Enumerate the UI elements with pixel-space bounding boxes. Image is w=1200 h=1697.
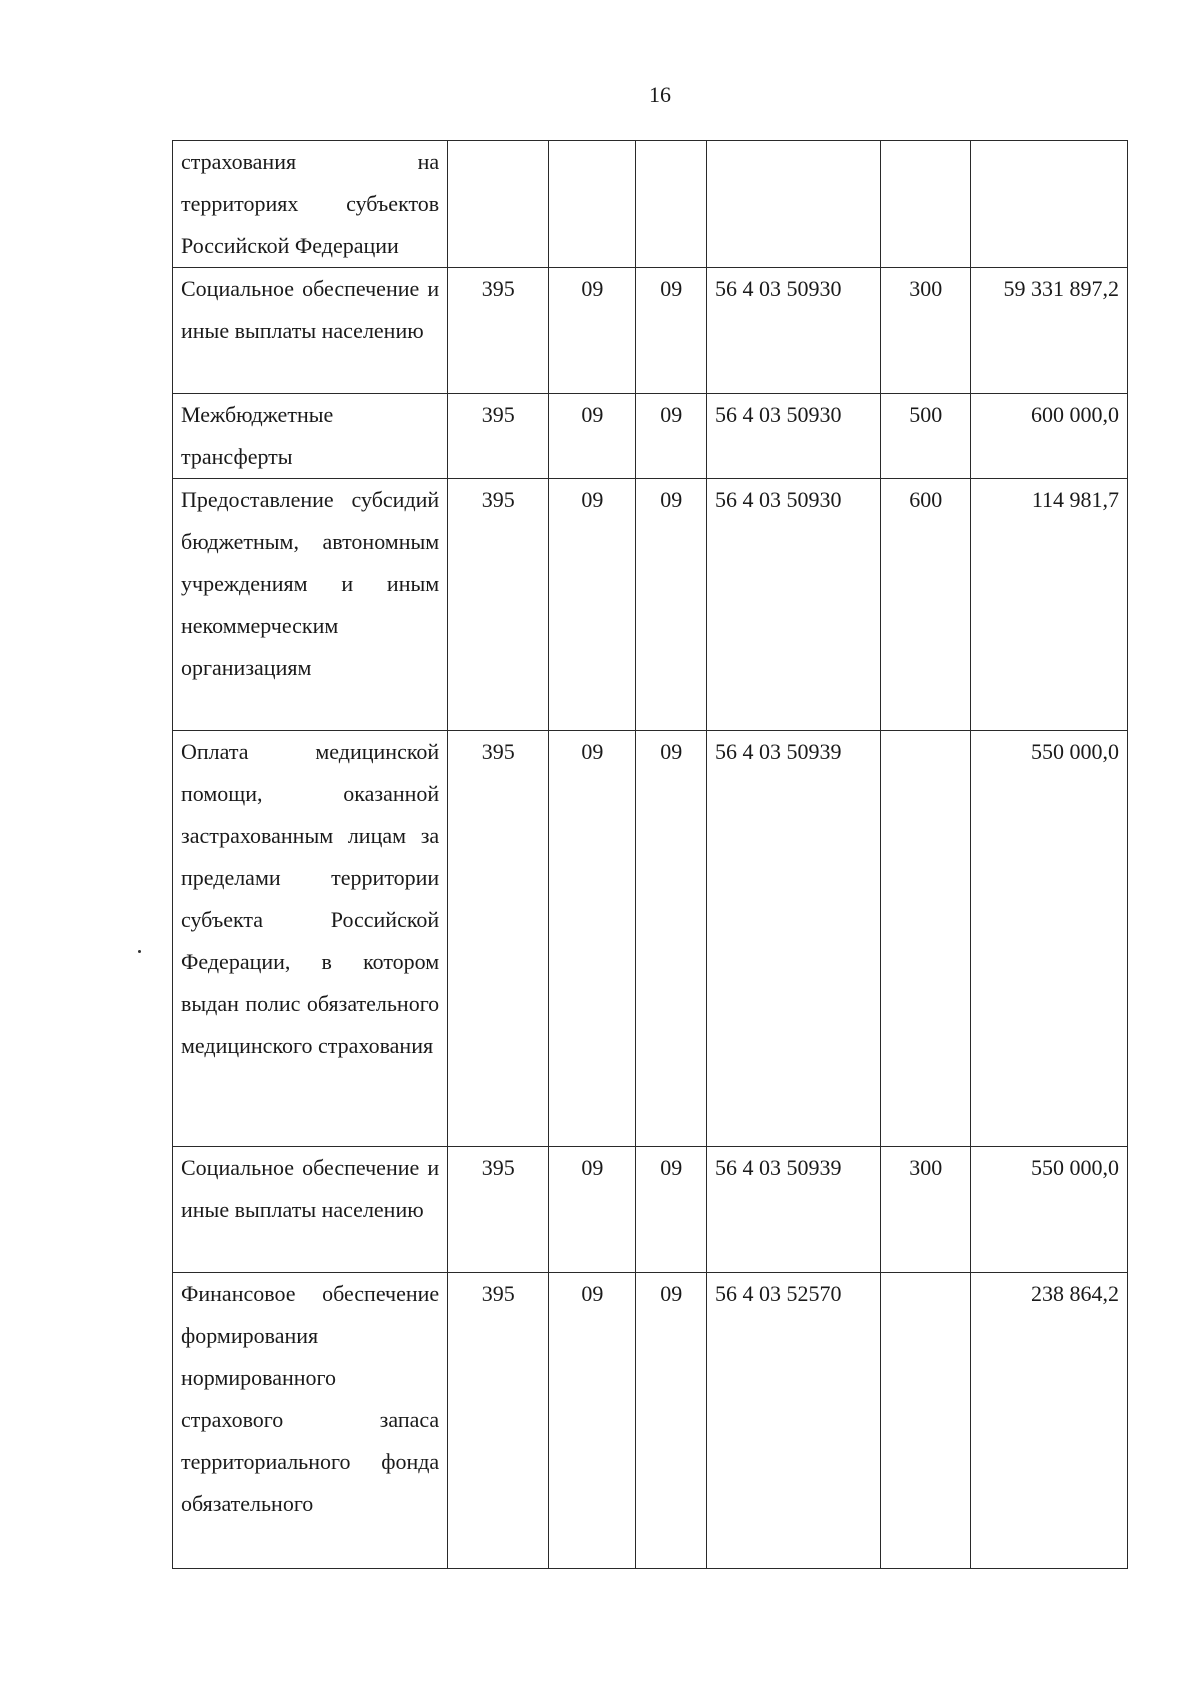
expense-type-cell — [881, 1273, 971, 1569]
amount-cell — [971, 141, 1128, 268]
expense-type-cell — [881, 731, 971, 1147]
grbs-cell: 395 — [448, 1273, 549, 1569]
expense-type-cell: 300 — [881, 268, 971, 394]
expense-type-cell: 600 — [881, 479, 971, 731]
table-row — [173, 479, 1128, 731]
table-row — [173, 394, 1128, 479]
row-name-cell: Межбюджетные трансферты — [173, 394, 448, 479]
subsection-cell: 09 — [636, 1273, 707, 1569]
amount-cell: 550 000,0 — [971, 731, 1128, 1147]
budget-table — [172, 140, 1128, 1569]
table-row — [173, 1147, 1128, 1273]
target-article-cell: 56 4 03 50930 — [707, 268, 881, 394]
grbs-cell — [448, 141, 549, 268]
grbs-cell: 395 — [448, 394, 549, 479]
subsection-cell: 09 — [636, 394, 707, 479]
table-row — [173, 268, 1128, 394]
row-name-cell: Оплата медицинской помощи, оказанной застрахованным лицам за пределами территории субъекта Российской Федерации, в котором выдан полис обязательного медицинского страхования — [173, 731, 448, 1147]
grbs-cell: 395 — [448, 1147, 549, 1273]
table-row — [173, 141, 1128, 268]
subsection-cell: 09 — [636, 1147, 707, 1273]
amount-cell: 238 864,2 — [971, 1273, 1128, 1569]
row-name-cell: Финансовое обеспечение формирования нормированного страхового запаса территориального фонда обязательного — [173, 1273, 448, 1569]
expense-type-cell: 500 — [881, 394, 971, 479]
subsection-cell — [636, 141, 707, 268]
page-number: 16 — [649, 82, 671, 107]
target-article-cell: 56 4 03 52570 — [707, 1273, 881, 1569]
expense-type-cell — [881, 141, 971, 268]
row-name-cell: Социальное обеспечение и иные выплаты населению — [173, 268, 448, 394]
row-name-cell: страхования на территориях субъектов Российской Федерации — [173, 141, 448, 268]
grbs-cell: 395 — [448, 731, 549, 1147]
amount-cell: 550 000,0 — [971, 1147, 1128, 1273]
section-cell: 09 — [549, 268, 636, 394]
amount-cell: 114 981,7 — [971, 479, 1128, 731]
subsection-cell: 09 — [636, 479, 707, 731]
section-cell: 09 — [549, 1273, 636, 1569]
amount-cell: 59 331 897,2 — [971, 268, 1128, 394]
table-row — [173, 1273, 1128, 1569]
row-name-cell: Предоставление субсидий бюджетным, автономным учреждениям и иным некоммерческим организациям — [173, 479, 448, 731]
section-cell: 09 — [549, 479, 636, 731]
section-cell: 09 — [549, 394, 636, 479]
scan-artifact-dot — [138, 950, 141, 953]
target-article-cell: 56 4 03 50939 — [707, 731, 881, 1147]
target-article-cell — [707, 141, 881, 268]
subsection-cell: 09 — [636, 268, 707, 394]
section-cell: 09 — [549, 1147, 636, 1273]
row-name-cell: Социальное обеспечение и иные выплаты населению — [173, 1147, 448, 1273]
grbs-cell: 395 — [448, 479, 549, 731]
grbs-cell: 395 — [448, 268, 549, 394]
target-article-cell: 56 4 03 50930 — [707, 394, 881, 479]
section-cell: 09 — [549, 731, 636, 1147]
target-article-cell: 56 4 03 50930 — [707, 479, 881, 731]
expense-type-cell: 300 — [881, 1147, 971, 1273]
table-row — [173, 731, 1128, 1147]
section-cell — [549, 141, 636, 268]
amount-cell: 600 000,0 — [971, 394, 1128, 479]
target-article-cell: 56 4 03 50939 — [707, 1147, 881, 1273]
subsection-cell: 09 — [636, 731, 707, 1147]
